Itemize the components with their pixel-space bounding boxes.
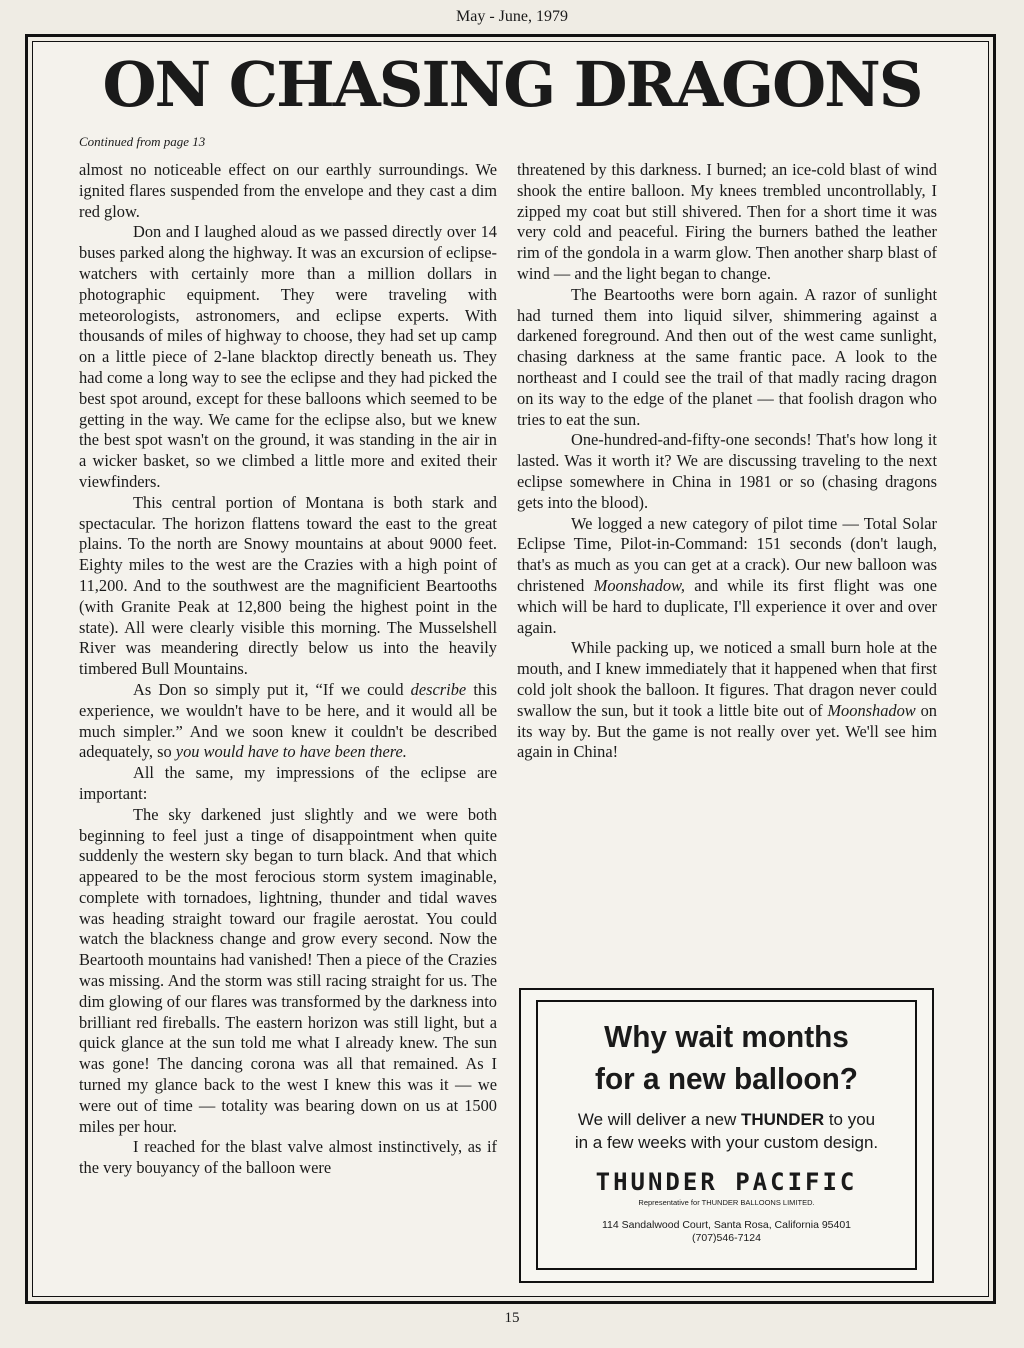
paragraph: Don and I laughed aloud as we passed directly over 14 buses parked along the highway. It was an excursion of eclipse-watchers with certainly more than a million dollars in photographic equipment. They were traveling with meteorologists, astronomers, and eclipse experts. With thousands of miles of highway to choose, they had set up camp on a little piece of 2-lane blacktop directly beneath us. They had come a long way to see the eclipse and they had picked the best spot around, except for these balloons which seemed to be getting in the way. We came for the eclipse also, but we knew the best spot wasn't on the ground, it was standing in the air in a wicker basket, so we climbed a little more and exited their viewfinders.	[79, 222, 497, 491]
balloon-name: Moonshadow,	[593, 575, 685, 595]
ad-headline	[546, 1016, 908, 1100]
quote-emphasis-2: you would have to have been there.	[175, 742, 407, 762]
ad-body-text-2: to you	[824, 1110, 876, 1129]
paragraph	[517, 514, 937, 639]
advertisement	[536, 1000, 917, 1270]
ad-representative: Representative for THUNDER BALLOONS LIMITED.	[638, 1198, 815, 1207]
quote-emphasis: describe	[410, 679, 467, 699]
paragraph: The sky darkened just slightly and we were both beginning to feel just a tinge of disappointment when quite suddenly the western sky began to turn black. And that which appeared to be the most ferocious storm system imaginable, complete with tornadoes, lightning, thunder and tidal waves was heading straight toward our fragile aerostat. You could watch the blackness change and grow every second. Now the Beartooth mountains had vanished! Then a piece of the Crazies was missing. And the storm was still racing straight for us. The dim glowing of our flares was transformed by the darkness into brilliant red fireballs. The eastern horizon was still light, but a quick glance at the sun told me what I already knew. The sun was gone! The dancing corona was all that remained. As I turned my glance back to the west I knew this was it — we were out of time — totality was bearing down on us at 1500 miles per hour.	[79, 804, 497, 1136]
paragraph: One-hundred-and-fifty-one seconds! That's how long it lasted. Was it worth it? We are discussing traveling to the next eclipse somewhere in China in 1981 or so (chasing dragons gets into the blood).	[517, 430, 937, 512]
continued-note: Continued from page 13	[79, 134, 206, 149]
thunder-pacific-logo: THUNDER PACIFIC	[595, 1168, 858, 1196]
ad-address	[538, 1219, 915, 1245]
ad-phone: (707)546-7124	[692, 1232, 761, 1244]
quote-rest: this experience, we wouldn't have to be here, and it would all be much simpler.” And we soon knew it couldn't be described adequately, so	[79, 679, 498, 762]
ad-brand: THUNDER	[740, 1110, 825, 1129]
ad-headline-line-1: Why wait months	[604, 1019, 849, 1054]
ad-body	[538, 1108, 915, 1154]
paragraph: The Beartooths were born again. A razor of sunlight had turned them into liquid silver, shimmering against a darkened foreground. And then out of the west came sunlight, chasing darkness at the same frantic pace. A look to the northeast and I could see the trail of that madly racing dragon on its way to the edge of the planet — that foolish dragon who tries to eat the sun.	[517, 284, 937, 429]
paragraph: threatened by this darkness. I burned; an ice-cold blast of wind shook the entire balloon. My knees trembled uncontrollably, I zipped my coat but still shivered. Then for a short time it was very cold and peaceful. Firing the burners bathed the leather rim of the gondola in a warm glow. Then another sharp blast of wind — and the light began to change.	[517, 160, 937, 283]
pilot-text-2: and while its first flight was one which will be hard to duplicate, I'll experience it over and over again.	[517, 575, 937, 637]
pilot-text: We logged a new category of pilot time — Total Solar Eclipse Time, Pilot-in-Command: 151 seconds (don't laugh, that's as much as you can get at a crack). Our new balloon was christened	[517, 513, 937, 595]
ad-body-text: We will deliver a new	[577, 1110, 741, 1129]
quote-intro: As Don so simply put it, “If we could	[133, 679, 411, 699]
paragraph	[517, 638, 937, 763]
article-title: ON CHASING DRAGONS	[102, 48, 922, 121]
ad-street: 114 Sandalwood Court, Santa Rosa, California 95401	[601, 1219, 852, 1231]
page-number: 15	[504, 1310, 520, 1326]
paragraph: This central portion of Montana is both stark and spectacular. The horizon flattens toward the east to the great plains. To the north are Snowy mountains at about 9000 feet. Eighty miles to the west are the Crazies with a high point of 11,200. And to the southwest are the magnificient Beartooths (with Granite Peak at 12,800 being the highest point in the state). All were clearly visible this morning. The Musselshell River was meandering directly below us into the heavily timbered Bull Mountains.	[79, 492, 497, 679]
left-column	[79, 160, 497, 1179]
paragraph: All the same, my impressions of the eclipse are important:	[79, 763, 497, 803]
ad-body-line-2: in a few weeks with your custom design.	[574, 1133, 879, 1152]
burn-text-2: on its way by. But the game is not really over yet. We'll see him again in China!	[517, 700, 937, 762]
ad-body-line-1	[538, 1108, 915, 1131]
issue-date: May - June, 1979	[456, 8, 568, 25]
balloon-name: Moonshadow	[827, 700, 916, 720]
paragraph: I reached for the blast valve almost instinctively, as if the very bouyancy of the balloon were	[79, 1137, 497, 1178]
paragraph: almost no noticeable effect on our earthly surroundings. We ignited flares suspended from the envelope and they cast a dim red glow.	[79, 160, 497, 221]
right-column	[517, 160, 937, 763]
paragraph	[79, 680, 497, 763]
burn-text: While packing up, we noticed a small burn hole at the mouth, and I knew immediately that it happened when that first cold jolt shook the balloon. It figures. That dragon never could swallow the sun, but it took a little bite out of	[517, 638, 937, 720]
ad-headline-line-2: for a new balloon?	[595, 1061, 858, 1096]
